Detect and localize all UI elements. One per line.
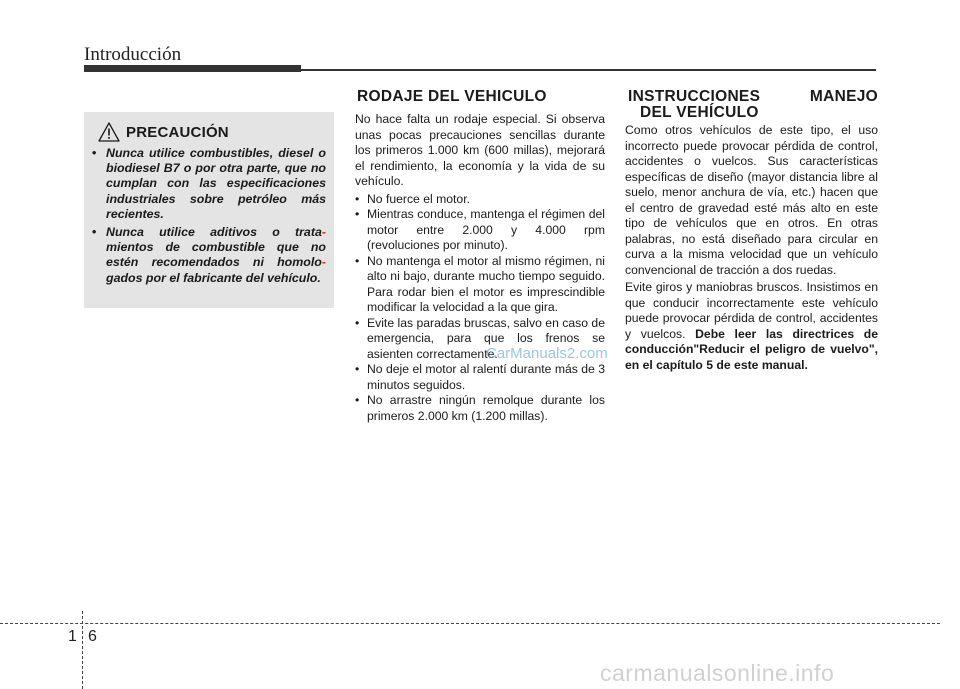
list-item: • No deje el motor al ralentí durante más de 3 minutos seguidos. [355,362,605,393]
list-item: • Evite las paradas bruscas, salvo en caso de emergencia, para que los frenos se asienten correctamente. [355,316,605,363]
warning-header [98,122,229,142]
warning-list [92,146,326,289]
manejo-text: Evite giros y maniobras bruscos. Insistimos en que conducir incorrectamente este vehículo puede provocar pérdida de control, accidentes y vuelcos. [625,280,878,341]
warning-text: Nunca utilice aditivos o trata [106,225,322,240]
hyphen-mark: - [321,255,326,270]
warning-item [92,225,326,286]
manejo-heading-line1 [628,89,878,105]
rodaje-list [355,192,605,425]
heading-word: INSTRUCCIONES [628,88,761,105]
rodaje-intro: No hace falta un rodaje especial. Si observa unas pocas precauciones sencillas durante los primeros 1.000 km (600 millas), mejorará el rendimiento, la economía y la vida de su vehículo. [355,112,605,188]
warning-text: gados por el fabricante del vehículo. [106,270,321,285]
header-bar [84,65,301,72]
manejo-heading-line2: DEL VEHÍCULO [640,104,759,121]
list-item: • No mantenga el motor al mismo régimen, ni alto ni bajo, durante mucho tiempo seguido. Para rodar bien el motor es imprescindible modificar la velocidad a la que gira. [355,254,605,316]
rodaje-heading: RODAJE DEL VEHICULO [357,88,547,105]
warning-text: mientos de combustible que no estén recomendados ni homolo [106,240,326,270]
warning-box [84,112,334,308]
watermark-bottom: carmanualsonline.info [600,660,835,686]
manejo-bold-text: Debe leer las directrices de conducción"Reducir el peligro de vuelvo", en el capítulo 5 de este manual. [625,326,878,372]
header-title: Introducción [84,44,182,65]
watermark-middle: CarManuals2.com [486,345,608,362]
rodaje-column [355,112,605,424]
page-number: 6 [88,628,97,645]
manejo-paragraph-1: Como otros vehículos de este tipo, el uso incorrecto puede provocar pérdida de control, accidentes o vuelcos. Sus características específicas de diseño (mayor distancia libre al suelo, menor anchura de vía, etc.) hacen que el centro de gravedad esté más alto en este tipo de vehículos que en otros. En otras palabras, no está diseñado para circular en curva a la misma velocidad que un vehículo convencional de tracción a dos ruedas. [625,123,878,277]
manejo-paragraph-2 [625,280,878,373]
warning-triangle-icon [98,122,120,142]
manejo-column [625,123,878,375]
list-item: • Mientras conduce, mantenga el régimen del motor entre 2.000 y 4.000 rpm (revoluciones por minuto). [355,207,605,254]
footer-divider [82,611,83,689]
section-number: 1 [68,628,77,645]
hyphen-mark: - [321,225,326,240]
warning-item: • Nunca utilice combustibles, diesel o biodiesel B7 o por otra parte, que no cumplan con las especificaciones industriales sobre petróleo más recientes. [92,146,326,222]
footer-rule [0,623,940,624]
list-item: • No fuerce el motor. [355,192,605,208]
warning-title: PRECAUCIÓN [126,123,229,141]
list-item: • No arrastre ningún remolque durante los primeros 2.000 km (1.200 millas). [355,393,605,424]
heading-word: MANEJO [809,88,878,105]
manejo-heading [628,89,878,121]
header-rule [301,69,876,71]
